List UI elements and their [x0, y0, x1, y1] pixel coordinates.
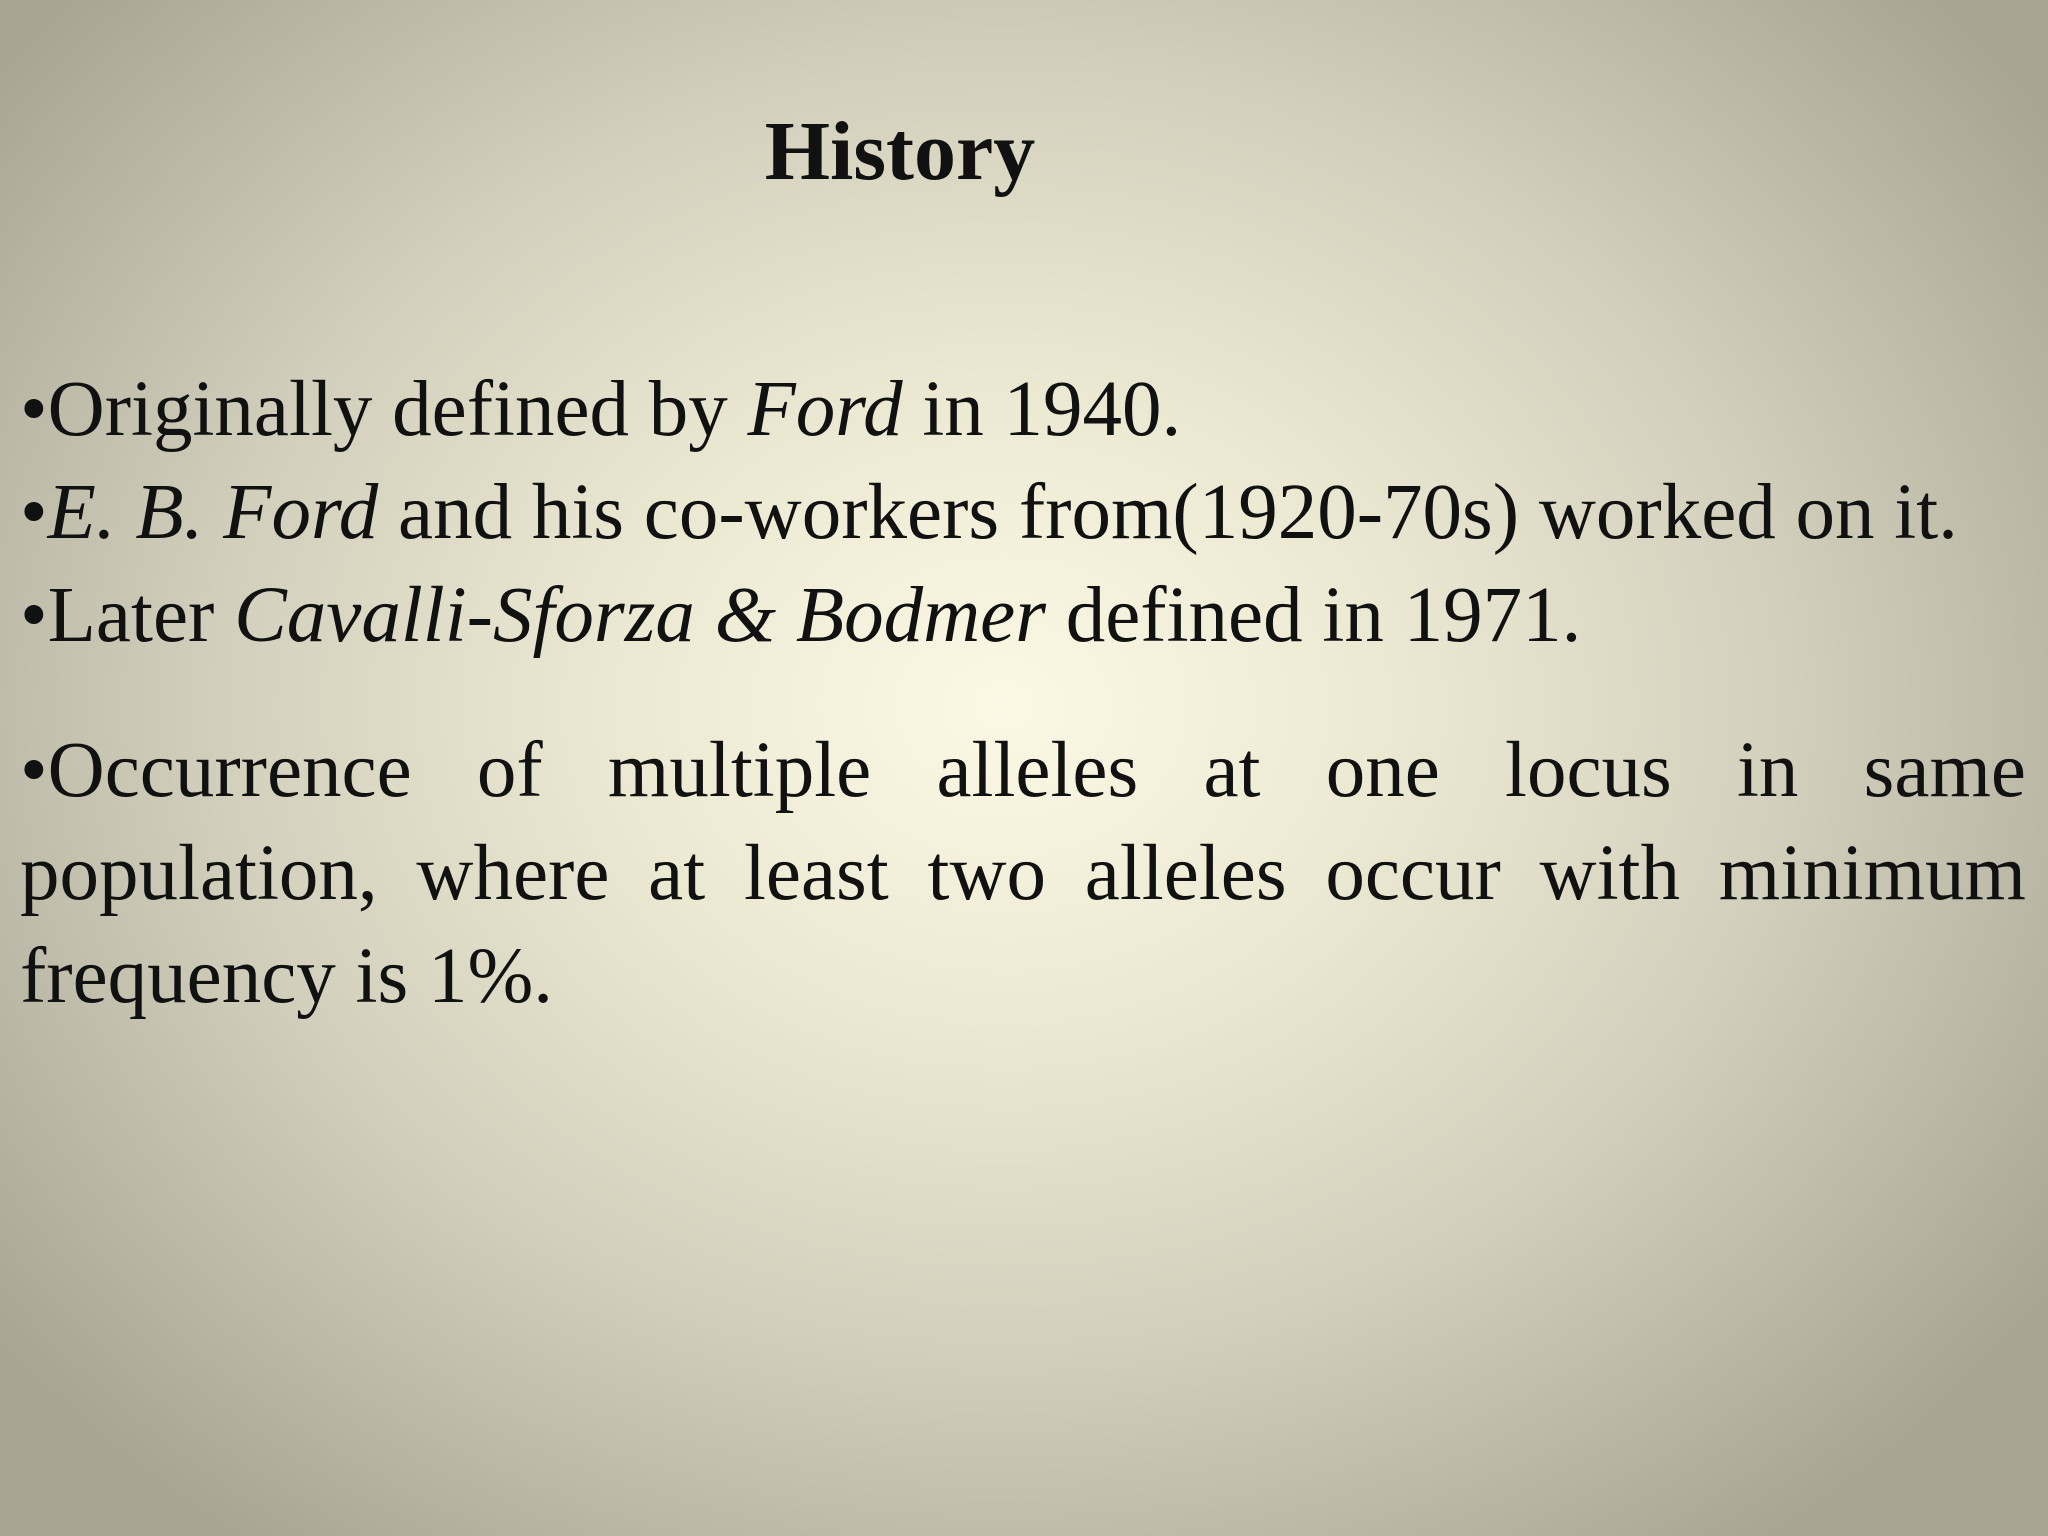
bullet-2-text-post: and his co-workers from(1920-70s) worked on it.: [378, 469, 1958, 556]
bullet-marker: •: [20, 572, 48, 659]
bullet-2-italic-name: E. B. Ford: [47, 469, 379, 556]
bullet-point-2: [20, 461, 2026, 564]
bullet-marker: •: [20, 727, 48, 814]
bullet-1-italic-name: Ford: [747, 366, 903, 453]
bullet-marker: •: [20, 366, 48, 453]
bullet-1-text-post: in 1940.: [902, 366, 1182, 453]
slide-title: History: [764, 105, 1036, 198]
bullet-3-text-pre: Later: [47, 572, 235, 659]
bullet-3-text-post: defined in 1971.: [1045, 572, 1582, 659]
bullet-1-text-pre: Originally defined by: [47, 366, 748, 453]
bullet-point-1: [20, 358, 2026, 461]
bullet-4-text: Occurrence of multiple alleles at one locus in same population, where at least two alleles occur with minimum frequency is 1%.: [20, 727, 2026, 1020]
bullet-point-3: [20, 564, 2026, 667]
bullet-point-4: [20, 719, 2026, 1028]
bullet-marker: •: [20, 469, 48, 556]
slide-body: [20, 358, 2026, 1028]
bullet-3-italic-names: Cavalli-Sforza & Bodmer: [234, 572, 1046, 659]
